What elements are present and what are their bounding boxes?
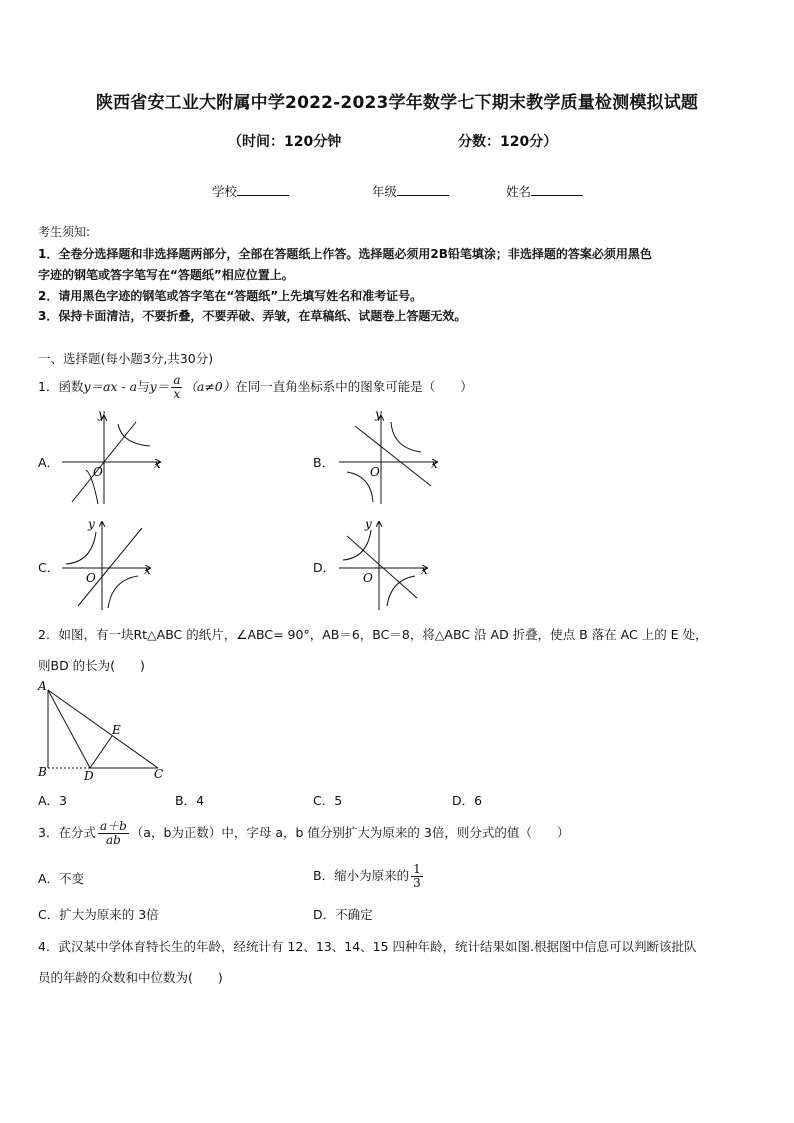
notice-item-2: 2．请用黑色字迹的钢笔或答字笔在“答题纸”上先填写姓名和准考证号。 xyxy=(38,289,423,303)
q1-suffix: 在同一直角坐标系中的图象可能是（ ） xyxy=(235,379,473,394)
q4-line-1: 4．武汉某中学体育特长生的年龄，经统计有 12、13、14、15 四种年龄，统计结果如图.根据图中信息可以判断该批队 xyxy=(38,939,697,954)
notice-item-1-line-1: 1．全卷分选择题和非选择题两部分，全部在答题纸上作答。选择题必须用2B铅笔填涂；非选择题的答案必须用黑色 xyxy=(38,247,652,261)
q3-frac-den: ab xyxy=(105,833,121,847)
point-b-label: B xyxy=(38,765,47,779)
q1-graph-b xyxy=(335,406,445,506)
exam-score: 分数：120分） xyxy=(458,134,558,150)
q1-option-d[interactable]: D． xyxy=(313,560,336,575)
q3-option-b-den: 3 xyxy=(413,876,421,890)
q3-option-d[interactable]: D．不确定 xyxy=(313,907,373,922)
hyperbola-branch-2 xyxy=(387,576,415,606)
q1-frac-num: a xyxy=(173,373,181,388)
q3-option-b-fraction xyxy=(411,863,423,889)
q1-prefix: 1．函数 xyxy=(38,379,84,394)
name-blank[interactable] xyxy=(531,183,583,196)
q2-line-1: 2．如图，有一块Rt△ABC 的纸片，∠ABC= 90°，AB＝6，BC＝8，将△ABC 沿 AD 折叠，使点 B 落在 AC 上的 E 处， xyxy=(38,627,708,642)
q3-prefix: 3．在分式 xyxy=(38,825,96,840)
point-d-label: D xyxy=(84,769,94,783)
side-ac xyxy=(48,690,158,768)
school-label: 学校 xyxy=(212,184,238,199)
school-blank[interactable] xyxy=(237,183,289,196)
axis-x-label: x xyxy=(154,457,161,471)
hyperbola-branch-2 xyxy=(108,576,138,608)
q1-function-2: y＝ xyxy=(149,379,170,394)
axis-y-label: y xyxy=(88,517,95,531)
q1-graph-c xyxy=(58,514,168,614)
name-field[interactable] xyxy=(506,182,583,200)
hyperbola-branch-1 xyxy=(391,422,421,452)
fold-ad xyxy=(48,690,90,768)
q1-fraction xyxy=(171,374,182,400)
q3-fraction xyxy=(98,820,129,846)
q2-option-b[interactable]: B．4 xyxy=(175,793,205,808)
notice-item-3: 3．保持卡面清洁，不要折叠，不要弄破、弄皱，在草稿纸、试题卷上答题无效。 xyxy=(38,309,467,323)
q2-option-c[interactable]: C．5 xyxy=(313,793,343,808)
q1-option-b[interactable]: B． xyxy=(313,455,335,470)
axis-x-label: x xyxy=(144,563,151,577)
q2-option-a[interactable]: A．3 xyxy=(38,793,68,808)
axis-x-label: x xyxy=(431,457,438,471)
q3-option-b-text: B．缩小为原来的 xyxy=(313,868,410,883)
q1-graph-d xyxy=(335,514,445,614)
segment-de xyxy=(90,736,112,768)
origin-label: O xyxy=(86,571,96,585)
origin-label: O xyxy=(363,571,373,585)
q4-line-2: 员的年龄的众数和中位数为( ) xyxy=(38,970,223,985)
q3-frac-num: a＋b xyxy=(99,819,127,834)
q3-option-b-num: 1 xyxy=(413,862,421,877)
line-graph xyxy=(355,426,431,486)
q2-triangle-figure xyxy=(34,676,174,786)
point-c-label: C xyxy=(154,767,164,781)
q1-mid: 与 xyxy=(137,379,150,394)
question-1 xyxy=(38,372,473,402)
q1-function-1: y＝ax - a xyxy=(83,379,138,394)
q1-option-c[interactable]: C． xyxy=(38,560,60,575)
origin-label: O xyxy=(370,465,380,479)
grade-field[interactable] xyxy=(372,182,449,200)
q3-option-a[interactable]: A．不变 xyxy=(38,871,85,886)
origin-label: O xyxy=(93,465,103,479)
notice-heading: 考生须知: xyxy=(38,225,91,239)
exam-time: （时间：120分钟 xyxy=(228,134,342,150)
hyperbola-branch-1 xyxy=(66,532,96,564)
q1-frac-den: x xyxy=(173,387,181,401)
line-graph xyxy=(78,528,142,606)
q1-graph-a xyxy=(58,406,168,506)
axis-y-label: y xyxy=(365,517,372,531)
question-3 xyxy=(38,815,569,851)
page-title: 陕西省安工业大附属中学2022-2023学年数学七下期末教学质量检测模拟试题 xyxy=(95,93,699,113)
name-label: 姓名 xyxy=(506,184,532,199)
point-a-label: A xyxy=(38,679,47,693)
section-heading: 一、选择题(每小题3分,共30分) xyxy=(38,351,214,366)
axis-x-label: x xyxy=(421,563,428,577)
axis-y-label: y xyxy=(375,407,382,421)
q2-option-d[interactable]: D．6 xyxy=(452,793,483,808)
notice-item-1-line-2: 字迹的钢笔或答字笔写在“答题纸”相应位置上。 xyxy=(38,268,294,282)
school-field[interactable] xyxy=(212,182,289,200)
grade-blank[interactable] xyxy=(397,183,449,196)
axis-y-label: y xyxy=(98,407,105,421)
line-graph xyxy=(347,536,417,598)
q3-option-b[interactable] xyxy=(313,858,425,894)
point-e-label: E xyxy=(112,723,121,737)
q3-text: （a，b为正数）中，字母 a，b 值分别扩大为原来的 3倍，则分式的值（ ） xyxy=(130,825,570,840)
hyperbola-branch-1 xyxy=(118,424,150,446)
grade-label: 年级 xyxy=(372,184,398,199)
q1-option-a[interactable]: A． xyxy=(38,455,60,470)
q2-line-2: 则BD 的长为( ) xyxy=(38,658,145,673)
q3-option-c[interactable]: C．扩大为原来的 3倍 xyxy=(38,907,159,922)
q1-condition: （a≠0） xyxy=(184,379,236,394)
